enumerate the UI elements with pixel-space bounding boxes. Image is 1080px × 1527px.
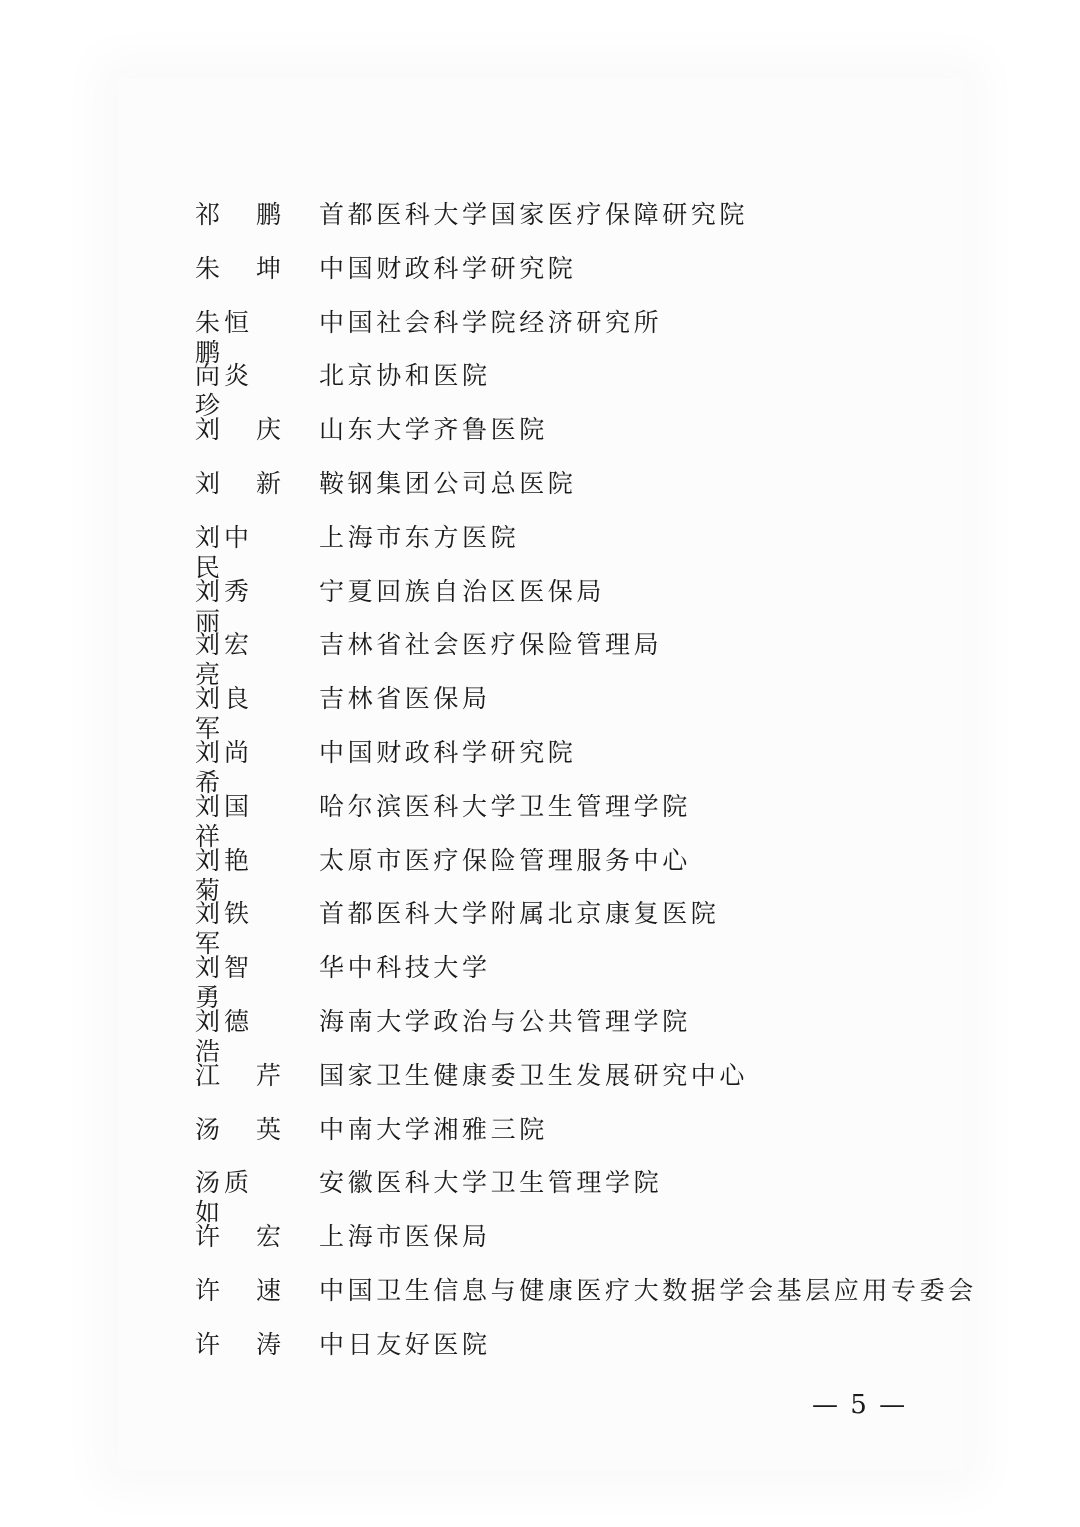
member-name: 刘中民 — [195, 522, 254, 582]
list-item — [195, 300, 975, 367]
member-name: 刘艳菊 — [195, 845, 254, 905]
member-organization: 中国财政科学研究院 — [319, 737, 577, 767]
member-name: 刘铁军 — [195, 899, 254, 959]
member-organization: 华中科技大学 — [319, 953, 491, 983]
member-organization: 中国财政科学研究院 — [319, 253, 577, 283]
member-name: 刘 庆 — [195, 415, 281, 445]
list-item — [195, 945, 975, 1013]
member-name: 刘智勇 — [195, 953, 254, 1013]
member-name: 朱 坤 — [195, 253, 281, 283]
member-organization: 吉林省社会医疗保险管理局 — [319, 630, 663, 660]
member-name: 朱恒鹏 — [195, 307, 254, 367]
member-organization: 首都医科大学附属北京康复医院 — [319, 899, 720, 929]
member-organization: 宁夏回族自治区医保局 — [319, 576, 606, 606]
member-name: 刘良军 — [195, 684, 254, 744]
list-item — [195, 1053, 975, 1107]
member-name: 许 宏 — [195, 1222, 281, 1252]
member-organization: 北京协和医院 — [319, 361, 491, 391]
member-list — [195, 192, 975, 1376]
member-organization: 海南大学政治与公共管理学院 — [319, 1006, 691, 1036]
member-name: 刘宏亮 — [195, 630, 254, 690]
member-name: 刘尚希 — [195, 737, 254, 797]
list-item — [195, 353, 975, 421]
member-organization: 鞍钢集团公司总医院 — [319, 468, 577, 498]
member-organization: 山东大学齐鲁医院 — [319, 415, 548, 445]
list-item — [195, 891, 975, 959]
member-organization: 上海市东方医院 — [319, 522, 520, 552]
member-organization: 中国社会科学院经济研究所 — [319, 307, 663, 337]
member-name: 刘秀丽 — [195, 576, 254, 636]
list-item — [195, 1322, 975, 1376]
member-organization: 国家卫生健康委卫生发展研究中心 — [319, 1060, 749, 1090]
member-organization: 中南大学湘雅三院 — [319, 1114, 548, 1144]
list-item — [195, 1214, 975, 1268]
member-name: 祁 鹏 — [195, 200, 281, 229]
list-item — [195, 569, 975, 636]
member-name: 刘国祥 — [195, 791, 254, 851]
list-item — [195, 676, 975, 744]
member-name: 许 涛 — [195, 1329, 281, 1359]
member-organization: 哈尔滨医科大学卫生管理学院 — [319, 791, 691, 821]
list-item — [195, 784, 975, 851]
member-name: 汤 英 — [195, 1114, 281, 1144]
list-item — [195, 246, 975, 300]
list-item — [195, 1160, 975, 1228]
member-organization: 首都医科大学国家医疗保障研究院 — [319, 200, 749, 229]
list-item — [195, 730, 975, 797]
member-organization: 安徽医科大学卫生管理学院 — [319, 1168, 663, 1198]
member-name: 许 速 — [195, 1275, 281, 1305]
member-name: 汤质如 — [195, 1168, 254, 1228]
member-organization: 中国卫生信息与健康医疗大数据学会基层应用专委会 — [319, 1275, 977, 1305]
list-item — [195, 461, 975, 515]
list-item — [195, 515, 975, 582]
member-name: 向炎珍 — [195, 361, 254, 421]
member-organization: 中日友好医院 — [319, 1329, 491, 1359]
list-item — [195, 1268, 975, 1322]
member-name: 刘德浩 — [195, 1006, 254, 1066]
list-item — [195, 622, 975, 690]
member-name: 江 芹 — [195, 1060, 281, 1090]
page-number: — 5 — — [812, 1390, 908, 1420]
member-organization: 上海市医保局 — [319, 1222, 491, 1252]
member-organization: 吉林省医保局 — [319, 684, 491, 714]
member-name: 刘 新 — [195, 468, 281, 498]
list-item — [195, 1107, 975, 1161]
list-item — [195, 838, 975, 905]
list-item — [195, 999, 975, 1066]
list-item — [195, 407, 975, 461]
member-organization: 太原市医疗保险管理服务中心 — [319, 845, 691, 875]
list-item — [195, 192, 975, 246]
